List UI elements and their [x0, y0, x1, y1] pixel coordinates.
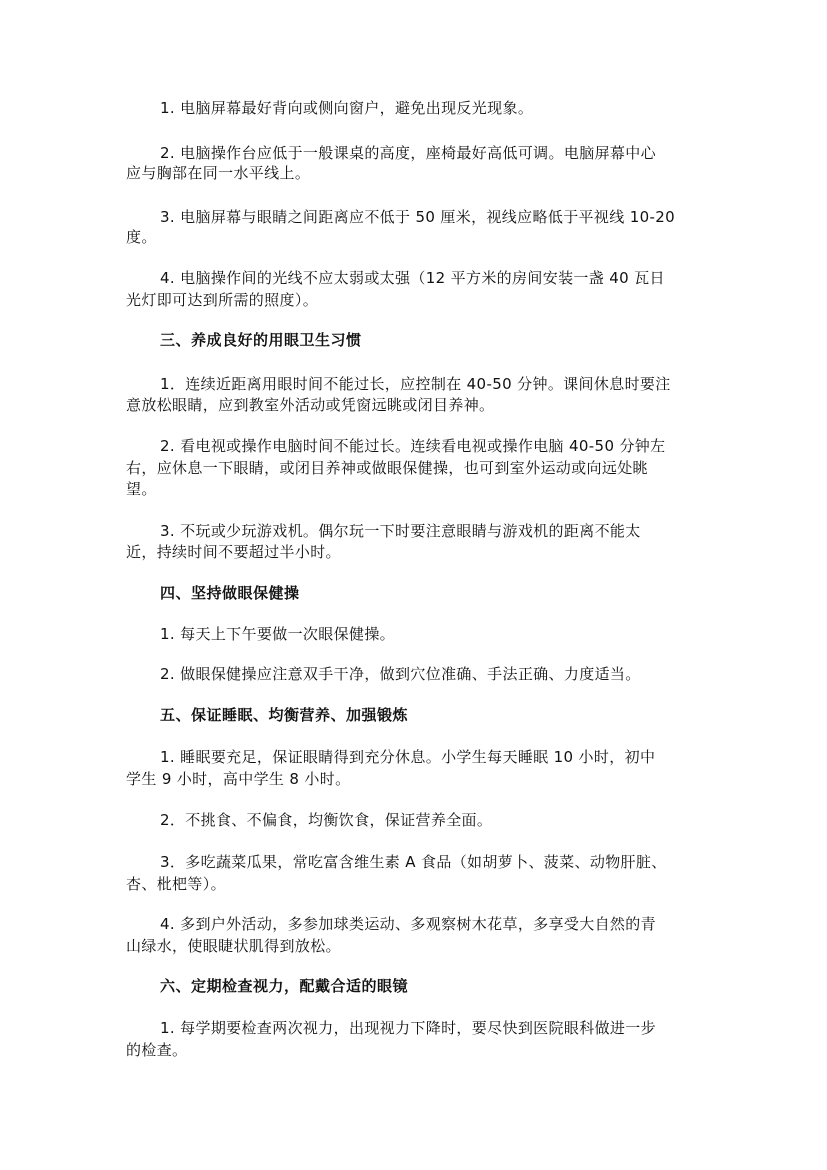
paragraph-line: 3．多吃蔬菜瓜果，常吃富含维生素 A 食品（如胡萝卜、菠菜、动物肝脏、 [160, 853, 667, 871]
section-heading: 四、坚持做眼保健操 [160, 584, 300, 602]
paragraph-line: 学生 9 小时，高中学生 8 小时。 [126, 770, 351, 788]
paragraph-line: 杏、枇杷等）。 [126, 875, 226, 893]
paragraph-line: 1．连续近距离用眼时间不能过长，应控制在 40-50 分钟。课间休息时要注 [160, 375, 671, 393]
paragraph-line: 2. 看电视或操作电脑时间不能过长。连续看电视或操作电脑 40-50 分钟左 [160, 437, 666, 455]
paragraph-line: 3. 电脑屏幕与眼睛之间距离应不低于 50 厘米，视线应略低于平视线 10-20 [160, 208, 676, 226]
paragraph-line: 山绿水，使眼睫状肌得到放松。 [126, 937, 341, 955]
paragraph-line: 1. 每天上下午要做一次眼保健操。 [160, 625, 396, 643]
paragraph-line: 3. 不玩或少玩游戏机。偶尔玩一下时要注意眼睛与游戏机的距离不能太 [160, 522, 641, 540]
paragraph-line: 1. 每学期要检查两次视力，出现视力下降时，要尽快到医院眼科做进一步 [160, 1019, 656, 1037]
paragraph-line: 的检查。 [126, 1041, 188, 1059]
section-heading: 六、定期检查视力，配戴合适的眼镜 [160, 977, 409, 995]
paragraph-line: 1. 睡眠要充足，保证眼睛得到充分休息。小学生每天睡眠 10 小时，初中 [160, 748, 656, 766]
paragraph-line: 度。 [126, 228, 157, 246]
paragraph-line: 4. 电脑操作间的光线不应太弱或太强（12 平方米的房间安装一盏 40 瓦日 [160, 269, 665, 287]
paragraph-line: 右，应休息一下眼睛，或闭目养神或做眼保健操，也可到室外运动或向远处眺 [126, 459, 648, 477]
paragraph-line: 近，持续时间不要超过半小时。 [126, 543, 341, 561]
section-heading: 三、养成良好的用眼卫生习惯 [160, 331, 362, 349]
paragraph-line: 光灯即可达到所需的照度）。 [126, 291, 319, 309]
paragraph-line: 2. 电脑操作台应低于一般课桌的高度，座椅最好高低可调。电脑屏幕中心 [160, 144, 656, 162]
paragraph-line: 4. 多到户外活动，多参加球类运动、多观察树木花草，多享受大自然的青 [160, 915, 656, 933]
paragraph-line: 2．不挑食、不偏食，均衡饮食，保证营养全面。 [160, 811, 493, 829]
paragraph-line: 意放松眼睛，应到教室外活动或凭窗远眺或闭目养神。 [126, 396, 495, 414]
paragraph-line: 2. 做眼保健操应注意双手干净，做到穴位准确、手法正确、力度适当。 [160, 665, 641, 683]
paragraph-line: 应与胸部在同一水平线上。 [126, 164, 311, 182]
paragraph-line: 望。 [126, 480, 157, 498]
section-heading: 五、保证睡眠、均衡营养、加强锻炼 [160, 706, 409, 724]
paragraph-line: 1. 电脑屏幕最好背向或侧向窗户，避免出现反光现象。 [160, 99, 534, 117]
